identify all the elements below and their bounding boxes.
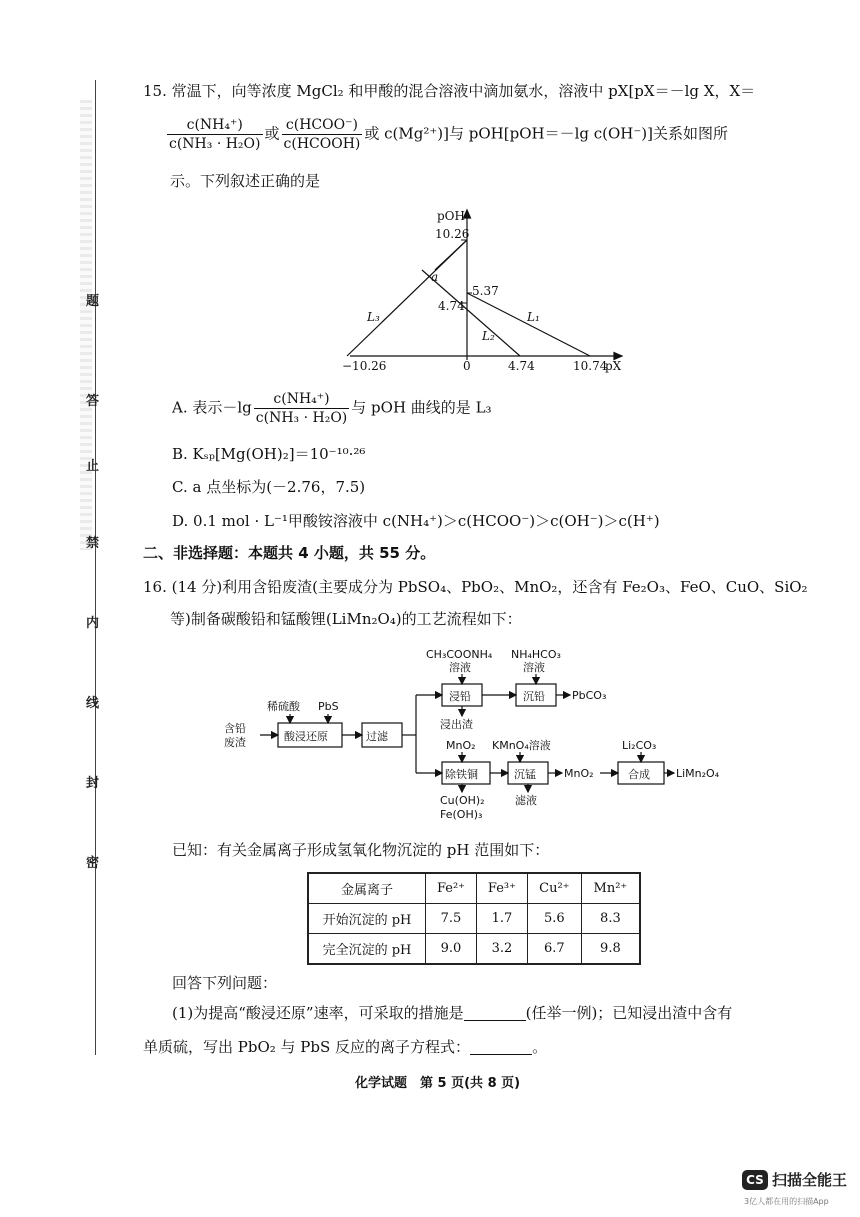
binding-char: 封 [86,776,100,791]
label-L2: L₂ [482,329,495,343]
reagent-label: KMnO₄溶液 [492,739,551,752]
binding-char: 内 [86,616,100,631]
q15-graph [320,200,640,380]
table-cell: 5.6 [527,904,581,934]
binding-char: 线 [86,696,100,711]
fraction-option-a: $\frac{\text{c(NH₄⁺)}}{\text{c(NH₃ · H₂O)}}$ [255,391,348,426]
table-row [308,934,640,965]
q15-line2: $\frac{\text{c(NH₄⁺)}}{\text{c(NH₃ · H₂O)}}$ 或 $\frac{\text{c(HCOO⁻)}}{\text{c(HCOOH)}}$ 或 c(Mg²⁺)]与 pOH[pOH＝－lg c(OH⁻)]关系如图所 [169,117,728,152]
binding-char: 答 [86,394,100,409]
box-label: 浸铅 [449,690,471,703]
answer-blank[interactable] [470,1040,532,1055]
table-row-label: 开始沉淀的 pH [308,904,426,934]
feed-label: 含铅 [224,722,246,735]
box-label: 沉铅 [523,690,545,703]
table-cell: 9.8 [581,934,640,965]
label-L3: L₃ [367,310,380,324]
table-header-cell: Fe²⁺ [426,873,477,904]
q16-line1: 16. (14 分)利用含铅废渣(主要成分为 PbSO₄、PbO₂、MnO₂，还含有 Fe₂O₃、FeO、CuO、SiO₂ [143,578,808,596]
q15-option-b: B. Kₛₚ[Mg(OH)₂]＝10⁻¹⁰·²⁶ [172,445,366,463]
table-cell: 7.5 [426,904,477,934]
answer-blank[interactable] [464,1006,526,1021]
table-cell: 6.7 [527,934,581,965]
q16-sub1-line1: (1)为提高“酸浸还原”速率，可采取的措施是 (任举一例)；已知浸出渣中含有 [172,1004,733,1022]
point-a-label: a [431,270,439,284]
box-label: 沉锰 [514,768,536,781]
box-label: 除铁铜 [445,768,478,781]
binding-char: 止 [86,459,100,474]
reagent-label: 溶液 [449,661,471,674]
table-cell: 1.7 [476,904,527,934]
product-label: LiMn₂O₄ [676,767,720,780]
y-axis-label: pOH [437,209,465,223]
section-2-heading: 二、非选择题：本题共 4 小题，共 55 分。 [143,544,436,562]
binding-char: 题 [86,294,100,309]
table-header-cell: Cu²⁺ [527,873,581,904]
table-header-cell: Fe³⁺ [476,873,527,904]
product-label: PbCO₃ [572,689,607,702]
q15-line1: 15. 常温下，向等浓度 MgCl₂ 和甲酸的混合溶液中滴加氨水，溶液中 pX[pX＝－lg X，X＝ [143,82,756,100]
reagent-label: NH₄HCO₃ [511,648,561,661]
table-row [308,904,640,934]
table-header-cell: 金属离子 [308,873,426,904]
reagent-label: PbS [318,700,339,713]
label-L1: L₁ [527,310,540,324]
q16-sub1-line2: 单质硫，写出 PbO₂ 与 PbS 反应的离子方程式： 。 [143,1038,548,1056]
precipitation-ph-table [307,872,641,965]
line-L3-extension [435,240,467,270]
q15-option-c: C. a 点坐标为(－2.76，7.5) [172,478,366,496]
table-header-row [308,873,640,904]
reagent-label: 稀硫酸 [267,700,300,713]
y-tick-label: 4.74 [438,299,465,313]
q16-answer-prompt: 回答下列问题： [172,974,278,992]
binding-strip-shading [80,100,92,550]
q15-option-a: A. 表示－lg $\frac{\text{c(NH₄⁺)}}{\text{c(NH₃ · H₂O)}}$ 与 pOH 曲线的是 L₃ [172,391,492,426]
cs-scanner-logo: CS [742,1170,768,1190]
reagent-label: CH₃COONH₄ [426,648,493,661]
fraction-hcoo: $\frac{\text{c(HCOO⁻)}}{\text{c(HCOOH)}}$ [283,117,361,152]
byproduct-label: 滤液 [515,794,537,807]
process-flow-diagram [220,640,740,825]
table-cell: 9.0 [426,934,477,965]
byproduct-label: Cu(OH)₂ [440,794,485,807]
y-tick-label: 10.26 [435,227,470,241]
table-header-cell: Mn²⁺ [581,873,640,904]
table-row-label: 完全沉淀的 pH [308,934,426,965]
x-tick-label: −10.26 [342,359,387,373]
x-tick-label: 0 [463,359,471,373]
fraction-nh4: $\frac{\text{c(NH₄⁺)}}{\text{c(NH₃ · H₂O)}}$ [169,117,261,152]
q16-line2: 等)制备碳酸铅和锰酸锂(LiMn₂O₄)的工艺流程如下： [170,610,522,628]
x-tick-label: 4.74 [508,359,535,373]
binding-line [95,80,96,1055]
line-L1 [467,293,590,356]
x-axis-label: pX [605,359,622,373]
scanner-tagline: 3亿人都在用的扫描App [744,1197,829,1206]
q15-option-d: D. 0.1 mol · L⁻¹甲酸铵溶液中 c(NH₄⁺)＞c(HCOO⁻)＞c(OH⁻)＞c(H⁺) [172,512,660,530]
q15-line3: 示。下列叙述正确的是 [170,172,321,190]
x-tick-label: 10.74 [573,359,608,373]
scanner-app-name: 扫描全能王 [772,1171,848,1189]
box-label: 合成 [628,768,650,781]
box-label: 过滤 [366,730,388,743]
binding-char: 禁 [86,536,100,551]
reagent-label: MnO₂ [446,739,476,752]
page-footer: 化学试题 第 5 页(共 8 页) [355,1076,521,1091]
intermediate-label: MnO₂ [564,767,594,780]
table-cell: 8.3 [581,904,640,934]
byproduct-label: Fe(OH)₃ [440,808,483,821]
reagent-label: 溶液 [523,661,545,674]
residue-label: 浸出渣 [440,718,473,731]
table-cell: 3.2 [476,934,527,965]
box-label: 酸浸还原 [284,730,328,743]
reagent-label: Li₂CO₃ [622,739,657,752]
binding-char: 密 [86,856,100,871]
y-tick-label: 5.37 [472,284,499,298]
feed-label: 废渣 [224,736,246,749]
q16-known: 已知：有关金属离子形成氢氧化物沉淀的 pH 范围如下： [172,841,550,859]
